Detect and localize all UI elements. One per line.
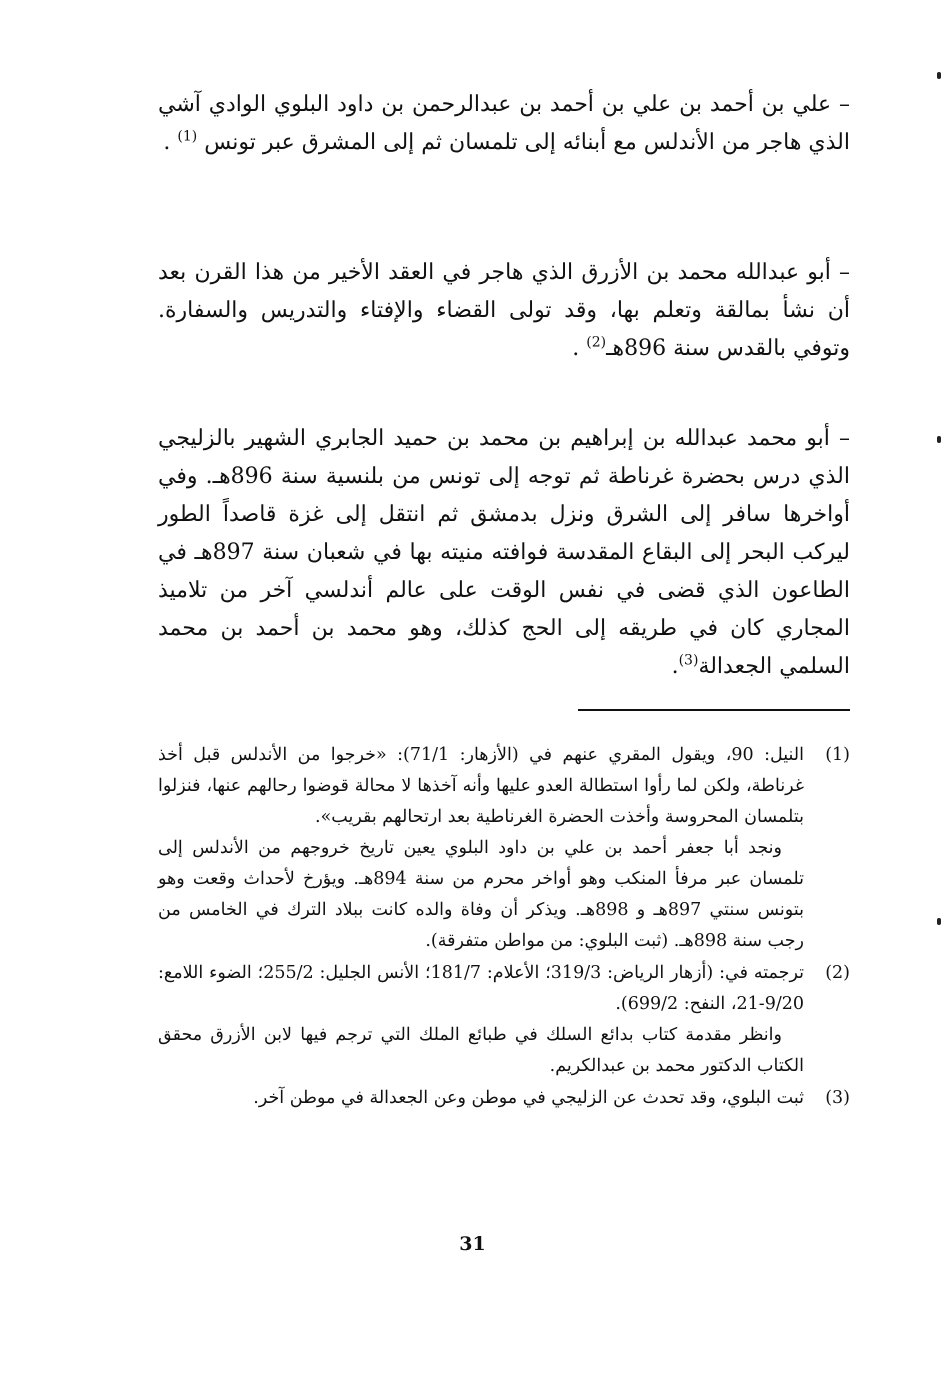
footnote-body (158, 740, 804, 957)
footnote-divider (578, 709, 850, 711)
footnote-number: (3) (825, 1088, 850, 1108)
paragraph-end: . (163, 130, 171, 155)
footnote-line: وانظر مقدمة كتاب بدائع السلك في طبائع الملك التي ترجم فيها لابن الأزرق محقق الكتاب الدكتور محمد بن عبدالكريم. (158, 1025, 804, 1076)
footnote-1 (158, 740, 850, 957)
paragraph-text: – أبو عبدالله محمد بن الأزرق الذي هاجر في العقد الأخير من هذا القرن بعد أن نشأ بمالقة وتعلم بها، وقد تولى القضاء والإفتاء والتدريس والسفارة. وتوفي بالقدس سنة 896هـ (158, 260, 850, 361)
margin-mark (937, 436, 941, 443)
footnotes (158, 740, 850, 1115)
paragraph-2 (158, 254, 850, 368)
paragraph-text: – أبو محمد عبدالله بن إبراهيم بن محمد بن حميد الجابري الشهير بالزليجي الذي درس بحضرة غرناطة ثم توجه إلى تونس من بلنسية سنة 896هـ. وفي أواخرها سافر إلى الشرق ونزل بدمشق ثم انتقل إلى غزة قاصداً الطور ليركب البحر إلى البقاع المقدسة فوافته منيته بها في شعبان سنة 897هـ في الطاعون الذي قضى في نفس الوقت على عالم أندلسي آخر من تلاميذ المجاري كان في طريقه إلى الحج كذلك، وهو محمد بن أحمد بن محمد السلمي الجعدالة (158, 426, 850, 679)
footnote-line: ثبت البلوي، وقد تحدث عن الزليجي في موطن وعن الجعدالة في موطن آخر. (253, 1088, 804, 1108)
footnote-ref: (3) (678, 652, 699, 669)
paragraph-end: . (671, 654, 679, 679)
footnote-body (158, 1083, 804, 1114)
footnote-line: النيل: 90، ويقول المقري عنهم في (الأزهار: 71/1): «خرجوا من الأندلس قبل أخذ غرناطة، ولكن لما رأوا استطالة العدو عليها وأنه آخذها لا محالة قوضوا رحالهم عنها، فنزلوا بتلمسان المحروسة وأخذت الحضرة الغرناطية بعد ارتحالهم بقريب». (158, 745, 804, 827)
footnote-line: ونجد أبا جعفر أحمد بن علي بن داود البلوي يعين تاريخ خروجهم من الأندلس إلى تلمسان عبر مرفأ المنكب وهو أواخر محرم من سنة 894هـ. ويؤرخ لأحداث وقعت وهو بتونس سنتي 897هـ و 898هـ. ويذكر أن وفاة والده كانت ببلاد الترك في الخامس من رجب سنة 898هـ. (ثبت البلوي: من مواطن متفرقة). (158, 838, 804, 951)
footnote-number: (1) (825, 745, 850, 765)
page-number: 31 (459, 1233, 486, 1255)
footnote-ref: (2) (586, 334, 607, 351)
footnote-3 (158, 1083, 850, 1114)
paragraph-end: . (572, 336, 580, 361)
footnote-ref: (1) (177, 128, 198, 145)
footnote-number: (2) (825, 963, 850, 983)
margin-mark (937, 918, 941, 925)
footnote-body (158, 958, 804, 1082)
paragraph-1 (158, 86, 850, 162)
footnote-line: ترجمته في: (أزهار الرياض: 319/3؛ الأعلام: 181/7؛ الأنس الجليل: 255/2؛ الضوء اللامع: 9/20-21، النفح: 699/2). (158, 963, 804, 1014)
footnote-2 (158, 958, 850, 1082)
paragraph-text: – علي بن أحمد بن علي بن أحمد بن عبدالرحمن بن داود البلوي الوادي آشي الذي هاجر من الأندلس مع أبنائه إلى تلمسان ثم إلى المشرق عبر تونس (158, 92, 850, 155)
paragraph-3 (158, 420, 850, 686)
margin-mark (937, 72, 941, 79)
